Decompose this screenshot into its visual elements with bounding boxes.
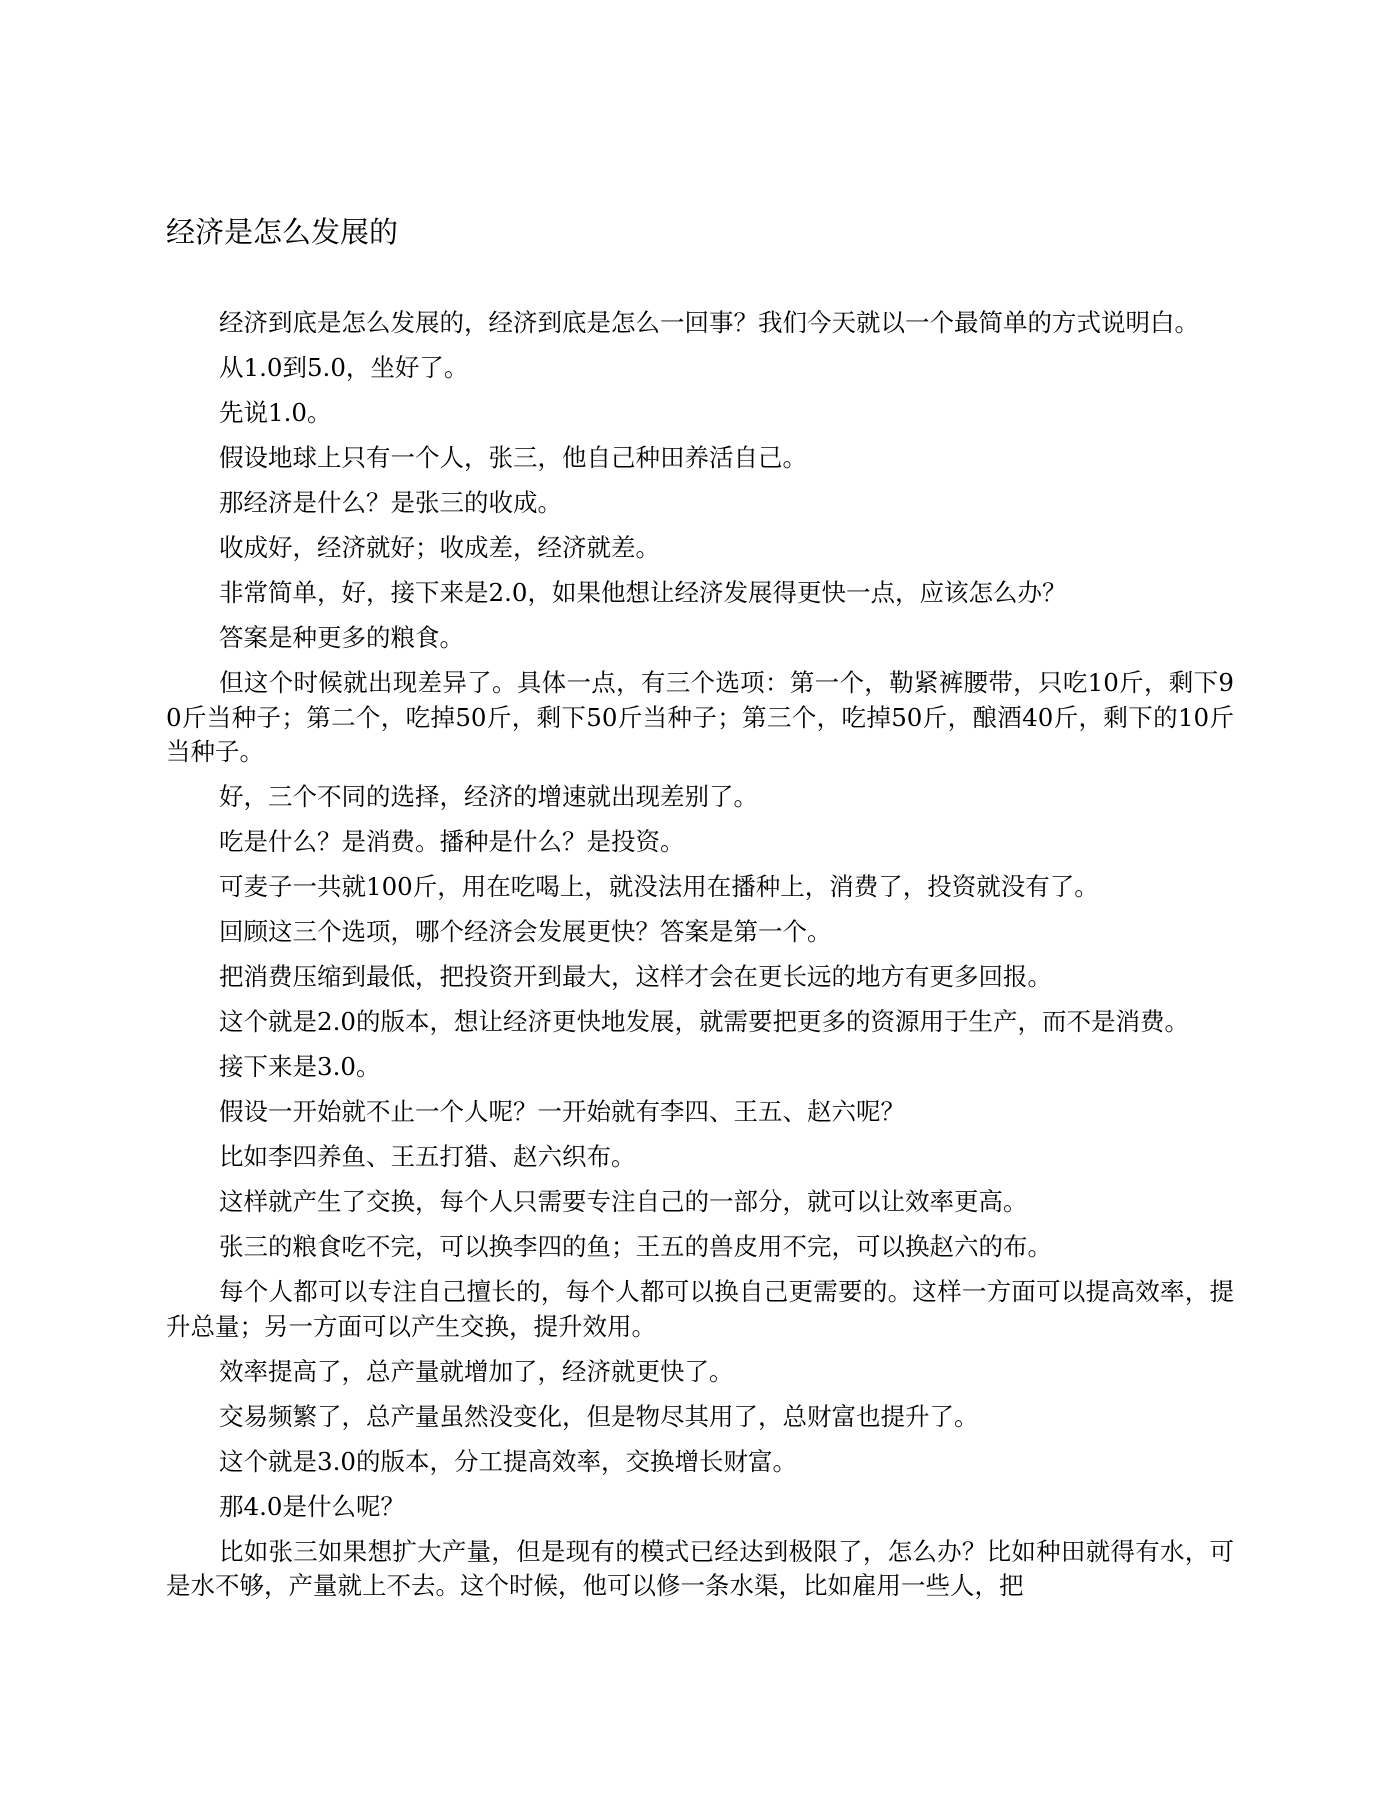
paragraph: 这个就是3.0的版本，分工提高效率，交换增长财富。 [219, 1446, 797, 1476]
paragraph: 经济到底是怎么发展的，经济到底是怎么一回事？我们今天就以一个最简单的方式说明白。 [219, 308, 1199, 337]
paragraph: 好，三个不同的选择，经济的增速就出现差别了。 [219, 782, 758, 811]
paragraph: 假设一开始就不止一个人呢？一开始就有李四、王五、赵六呢？ [219, 1097, 905, 1126]
paragraph: 每个人都可以专注自己擅长的，每个人都可以换自己更需要的。这样一方面可以提高效率，提升总量；另一方面可以产生交换，提升效用。 [166, 1277, 1234, 1341]
document-body [166, 306, 1234, 1614]
paragraph: 交易频繁了，总产量虽然没变化，但是物尽其用了，总财富也提升了。 [219, 1401, 979, 1431]
paragraph: 张三的粮食吃不完，可以换李四的鱼；王五的兽皮用不完，可以换赵六的布。 [219, 1232, 1052, 1261]
document-title: 经济是怎么发展的 [166, 215, 399, 249]
paragraph: 效率提高了，总产量就增加了，经济就更快了。 [219, 1356, 734, 1386]
paragraph: 比如张三如果想扩大产量，但是现有的模式已经达到极限了，怎么办？比如种田就得有水，可是水不够，产量就上不去。这个时候，他可以修一条水渠，比如雇用一些人，把 [166, 1536, 1234, 1600]
paragraph: 假设地球上只有一个人，张三，他自己种田养活自己。 [219, 443, 807, 472]
paragraph: 回顾这三个选项，哪个经济会发展更快？答案是第一个。 [219, 917, 832, 946]
paragraph: 那经济是什么？是张三的收成。 [219, 488, 562, 517]
paragraph: 非常简单，好，接下来是2.0，如果他想让经济发展得更快一点，应该怎么办？ [219, 578, 1067, 607]
paragraph: 这个就是2.0的版本，想让经济更快地发展，就需要把更多的资源用于生产，而不是消费。 [219, 1007, 1189, 1036]
paragraph: 吃是什么？是消费。播种是什么？是投资。 [219, 827, 685, 856]
paragraph: 那4.0是什么呢？ [219, 1491, 405, 1521]
paragraph: 可麦子一共就100斤，用在吃喝上，就没法用在播种上，消费了，投资就没有了。 [219, 872, 1099, 901]
paragraph: 比如李四养鱼、王五打猎、赵六织布。 [219, 1142, 636, 1171]
paragraph: 答案是种更多的粮食。 [219, 623, 464, 652]
paragraph: 收成好，经济就好；收成差，经济就差。 [219, 533, 660, 562]
paragraph: 先说1.0。 [219, 398, 332, 427]
paragraph: 但这个时候就出现差异了。具体一点，有三个选项：第一个，勒紧裤腰带，只吃10斤，剩下90斤当种子；第二个，吃掉50斤，剩下50斤当种子；第三个，吃掉50斤，酿酒40斤，剩下的10斤当种子。 [166, 668, 1234, 766]
paragraph: 接下来是3.0。 [219, 1052, 381, 1081]
paragraph: 从1.0到5.0，坐好了。 [219, 353, 469, 382]
paragraph: 把消费压缩到最低，把投资开到最大，这样才会在更长远的地方有更多回报。 [219, 962, 1052, 991]
paragraph: 这样就产生了交换，每个人只需要专注自己的一部分，就可以让效率更高。 [219, 1187, 1028, 1216]
